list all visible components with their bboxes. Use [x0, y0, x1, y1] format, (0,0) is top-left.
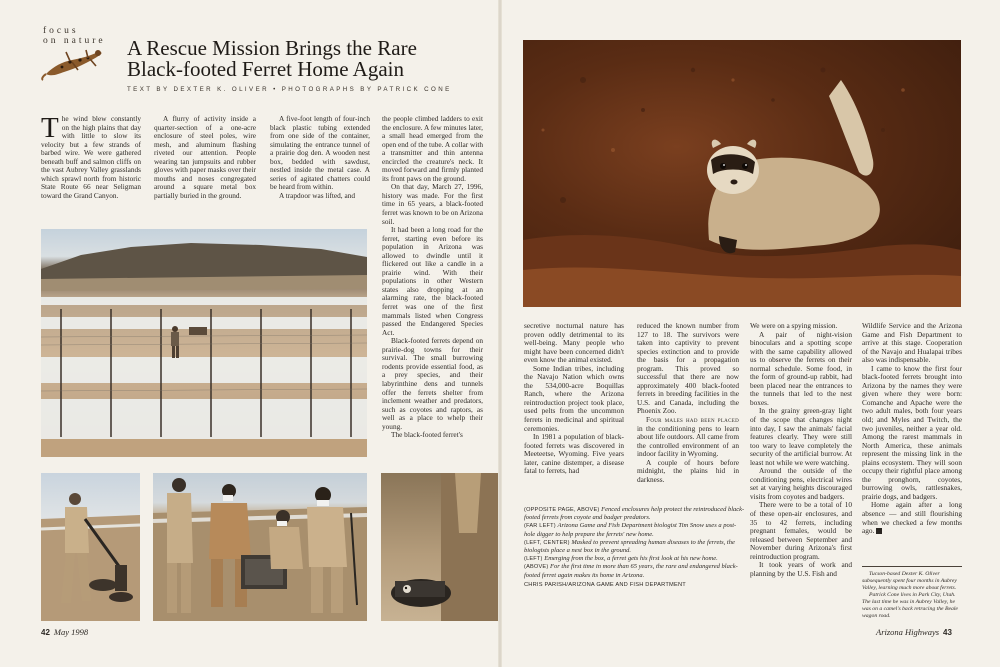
ferret-in-burrow-illustration [523, 40, 961, 307]
caption-opposite-above: (OPPOSITE PAGE, ABOVE) Fenced enclosures help protect the reintroduced black-footed ferrets from coyote and badger predators. [524, 506, 745, 522]
col1-text: he wind blew constantly on the high plains that day with little to slow its velocity but a few strands of barbed wire. We were gathered beneath buff and salmon cliffs on the vast Aubrey Valley grasslands which sprawl north from historic State Route 66 near Seligman toward the Grand Canyon. [41, 115, 141, 200]
ferret-emerging-illustration [381, 473, 498, 621]
col5-paragraph-2: Some Indian tribes, including the Navajo Nation which owns the 534,000-acre Boquillas Ranch, where the Arizona reintroduction project took place, used pelts from the uncommon ferrets in medicinal and spiritual ceremonies. [524, 363, 624, 433]
drop-cap: T [41, 115, 59, 144]
col5-paragraph-3: In 1981 a population of black-footed ferrets was discovered in Meeteetse, Wyoming. Five years later, canine distemper, a disease fatal to ferrets, had [524, 432, 624, 476]
person-in-enclosure [171, 326, 179, 358]
caption-left: (LEFT) Emerging from the box, a ferret gets his first look at his new home. [524, 555, 718, 563]
photo-credit: CHRIS PARISH/ARIZONA GAME AND FISH DEPARTMENT [524, 581, 686, 588]
page-number-right: 43 [943, 628, 952, 637]
text-column-6 [637, 322, 739, 502]
col7-paragraph-4: Around the outside of the conditioning pens, electrical wires set at varying heights discouraged visits from coyotes and badgers. [750, 466, 852, 501]
col6-paragraph-3: A couple of hours before midnight, the plains hid in darkness. [637, 457, 739, 484]
text-column-8 [862, 322, 962, 562]
col7-paragraph-5: There were to be a total of 10 of these open-air enclosures, and 35 to 42 ferrets, including pregnant females, would be released between September and November during Arizona's first reintroduction program. [750, 500, 852, 561]
magazine-name: Arizona Highways [876, 627, 940, 637]
col8-paragraph-3: Home again after a long absence — and still flourishing when we checked a few months ago. [862, 500, 962, 536]
text-column-1 [41, 115, 141, 225]
col5-paragraph-1: secretive nocturnal nature has proven oddly detrimental to its well-being. Many people who might have been concerned didn't even know the animal existed. [524, 322, 624, 365]
col4-paragraph-5: The black-footed ferret's [391, 430, 463, 440]
page-number-left: 42 [41, 628, 50, 637]
col4-paragraph-4: Black-footed ferrets depend on prairie-dog towns for their survival. The small burrowing rodents provide essential food, as a prey species, and their labyrinthine dens and tunnels offer the ferrets shelter from inclement weather and predators, such as coyotes and raptors, as well as a place to whelp their young. [382, 336, 483, 431]
end-mark-icon [876, 528, 882, 534]
col4-paragraph-2: On that day, March 27, 1996, history was made. For the first time in 65 years, a black-footed ferret was known to be on Arizona soil. [382, 182, 483, 226]
headline-line-2: Black-footed Ferret Home Again [127, 57, 404, 81]
col3-paragraph-1: A five-foot length of four-inch black plastic tubing extended from one side of the container, simulating the entrance tunnel of a prairie dog den. A wooden nest box, bedded with sawdust, nestled inside the metal case. A series of agitated chatters could be heard from within. [270, 115, 370, 192]
col2-paragraph: A flurry of activity inside a quarter-section of a one-acre enclosure of steel poles, wire mesh, and aluminum flashing riveted our attention. People wearing tan jumpsuits and rubber gloves with paper masks over their mouths and noses congregated around a square metal box partially buried in the ground. [154, 115, 256, 200]
spread-gutter [498, 0, 502, 667]
photo-placing-nest-box [153, 473, 367, 621]
bio-author: Tucson-based Dexter K. Oliver subsequently spent four months in Aubrey Valley, learning much more about ferrets. [862, 571, 957, 591]
author-bio [862, 571, 962, 620]
article-headline [127, 38, 467, 80]
ferret-body [707, 80, 880, 253]
text-column-3 [270, 115, 370, 225]
col7-paragraph-1: We were on a spying mission. [750, 322, 838, 330]
photo-post-hole-digger [41, 473, 140, 621]
col7-paragraph-6: It took years of work and planning by the U.S. Fish and [750, 560, 852, 578]
gecko-icon [40, 46, 106, 82]
kicker-line-2: on nature [43, 36, 106, 46]
col7-paragraph-3: In the grainy green-gray light of the scope that changes night into day, I saw the animals' facial features clearly. They were still too wary to leave completely the security of the artificial burrow. At least not while we were watching. [750, 406, 852, 467]
col4-paragraph-1: the people climbed ladders to exit the enclosure. A few minutes later, a small head emerged from the open end of the tube. A collar with a transmitter and thin antenna encircled the creature's neck. It moved forward and firmly planted its front paws on the ground. [382, 115, 483, 183]
col8-paragraph-2: I came to know the first four black-footed ferrets brought into Arizona by the names they were given where they were born: Comanche and Apache were the two adult males, both four years old; and Myles and Twitch, the two juveniles, neither a year old. Among the rarest mammals in North America, these animals represent the missing link in the plains ecosystem. They will soon occupy their rightful place among the pronghorn, coyotes, burrowing owls, rattlesnakes, prairie dogs, and badgers. [862, 363, 962, 501]
photo-fenced-enclosures [41, 229, 367, 457]
text-column-5 [524, 322, 624, 502]
col6-paragraph-1: reduced the known number from 127 to 18. The survivors were taken into captivity to prevent species extinction and to provide the basis for a propagation program. This proved so successful that there are now approximately 400 black-footed ferrets in breeding facilities in the U.S. and Canada, including the Phoenix Zoo. [637, 322, 739, 416]
col3-paragraph-2: A trapdoor was lifted, and [279, 190, 355, 200]
photo-ferret-emerging [381, 473, 498, 621]
biologist-digging-illustration [41, 473, 140, 621]
biologists-nest-box-illustration [153, 473, 367, 621]
photo-black-footed-ferret [523, 40, 961, 307]
kicker-line-1: focus [43, 26, 79, 36]
section-kicker [43, 26, 106, 46]
caption-above: (ABOVE) For the first time in more than 65 years, the rare and endangered black-footed ferret again makes its home in Arizona. [524, 563, 738, 579]
col6-paragraph-2: in the conditioning pens to learn about life outdoors. All came from the controlled environment of an indoor facility in Wyoming. [637, 423, 739, 459]
folio-left [41, 627, 88, 637]
enclosure-scene-illustration [41, 229, 367, 457]
text-column-7 [750, 322, 852, 622]
col4-paragraph-3: It had been a long road for the ferret, starting even before its population in Arizona was allowed to dwindle until it flickered out like a candle in a prairie wind. With their populations in other Western states also dropping at an alarming rate, the black-footed ferret was one of the first mammals listed when Congress passed the Endangered Species Act. [382, 225, 483, 337]
issue-date: May 1998 [53, 627, 89, 637]
folio-right [876, 627, 952, 637]
col6-lead-in: Four males had been placed [646, 415, 739, 425]
col7-paragraph-2: A pair of night-vision binoculars and a spotting scope with the same capability allowed us to observe the ferrets on their normal schedule. Some food, in the form of ground-up rabbit, had been placed near the entrances to the tunnels that led to the nest boxes. [750, 329, 852, 407]
text-column-2 [154, 115, 256, 225]
bio-divider [862, 566, 962, 567]
text-column-4 [382, 115, 483, 462]
caption-far-left: (FAR LEFT) Arizona Game and Fish Department biologist Tim Snow uses a post-hole digger to help prepare the ferrets' new home. [524, 522, 737, 538]
headline-line-1: A Rescue Mission Brings the Rare [127, 36, 417, 60]
caption-left-center: (LEFT, CENTER) Masked to prevent spreading human diseases to the ferrets, the biologists place a nest box in the ground. [524, 538, 735, 555]
bio-photographer: Patrick Cone lives in Park City, Utah. The last time he was in Aubrey Valley, he was on a camel's back retracing the Beale wagon road. [862, 592, 958, 619]
photo-captions [524, 506, 746, 589]
byline: TEXT BY DEXTER K. OLIVER • PHOTOGRAPHS BY PATRICK CONE [127, 86, 452, 93]
col8-paragraph-1: Wildlife Service and the Arizona Game and Fish Department to arrive at this stage. Cooperation of the Navajo and Hualapai tribes also was indispensable. [862, 322, 962, 365]
